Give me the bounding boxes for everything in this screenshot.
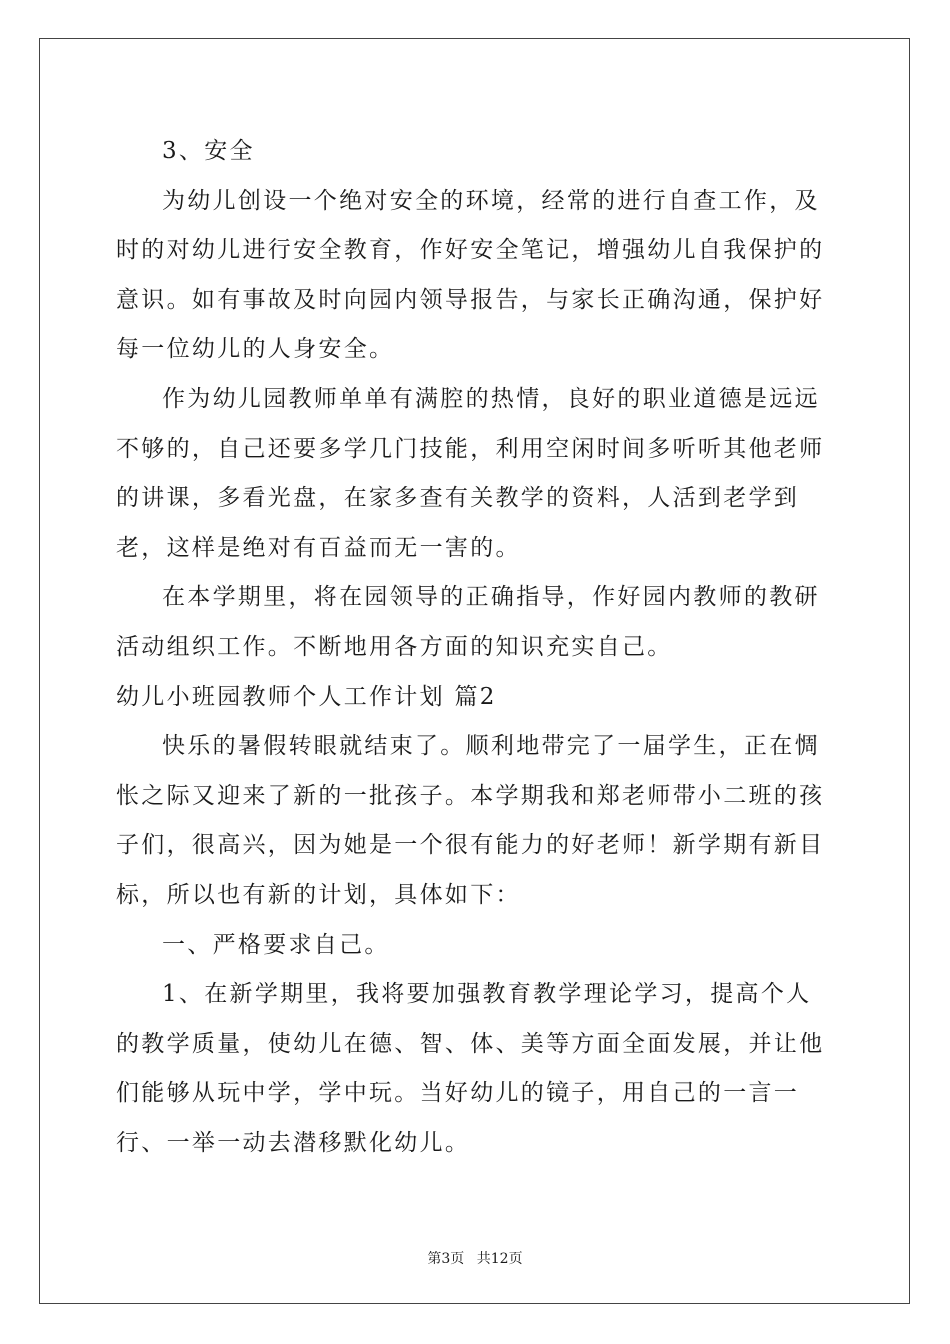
paragraph: 快乐的暑假转眼就结束了。顺利地带完了一届学生，正在惆怅之际又迎来了新的一批孩子。本学期我和郑老师带小二班的孩子们，很高兴，因为她是一个很有能力的好老师！新学期有新目标，所以也有新的计划，具体如下： xyxy=(116,733,825,908)
paragraph: 作为幼儿园教师单单有满腔的热情，良好的职业道德是远远不够的，自己还要多学几门技能，利用空闲时间多听听其他老师的讲课，多看光盘，在家多查有关教学的资料，人活到老学到老，这样是绝对有百益而无一害的。 xyxy=(116,385,825,561)
paragraph: 1、在新学期里，我将要加强教育教学理论学习，提高个人的教学质量，使幼儿在德、智、体、美等方面全面发展，并让他们能够从玩中学，学中玩。当好幼儿的镜子，用自己的一言一行、一举一动去潜移默化幼儿。 xyxy=(116,981,825,1156)
page-total: 共12页 xyxy=(476,1251,523,1267)
paragraph: 在本学期里，将在园领导的正确指导，作好园内教师的教研活动组织工作。不断地用各方面的知识充实自己。 xyxy=(116,584,820,660)
document-body xyxy=(116,127,836,1168)
paragraph: 一、严格要求自己。 xyxy=(162,931,390,958)
paragraph: 3、安全 xyxy=(162,138,255,164)
section-title: 幼儿小班园教师个人工作计划 篇2 xyxy=(116,683,497,710)
paragraph: 为幼儿创设一个绝对安全的环境，经常的进行自查工作，及时的对幼儿进行安全教育，作好安全笔记，增强幼儿自我保护的意识。如有事故及时向园内领导报告，与家长正确沟通，保护好每一位幼儿的人身安全。 xyxy=(116,187,825,363)
page-number: 第3页 xyxy=(427,1251,465,1267)
page-footer xyxy=(0,1248,950,1268)
